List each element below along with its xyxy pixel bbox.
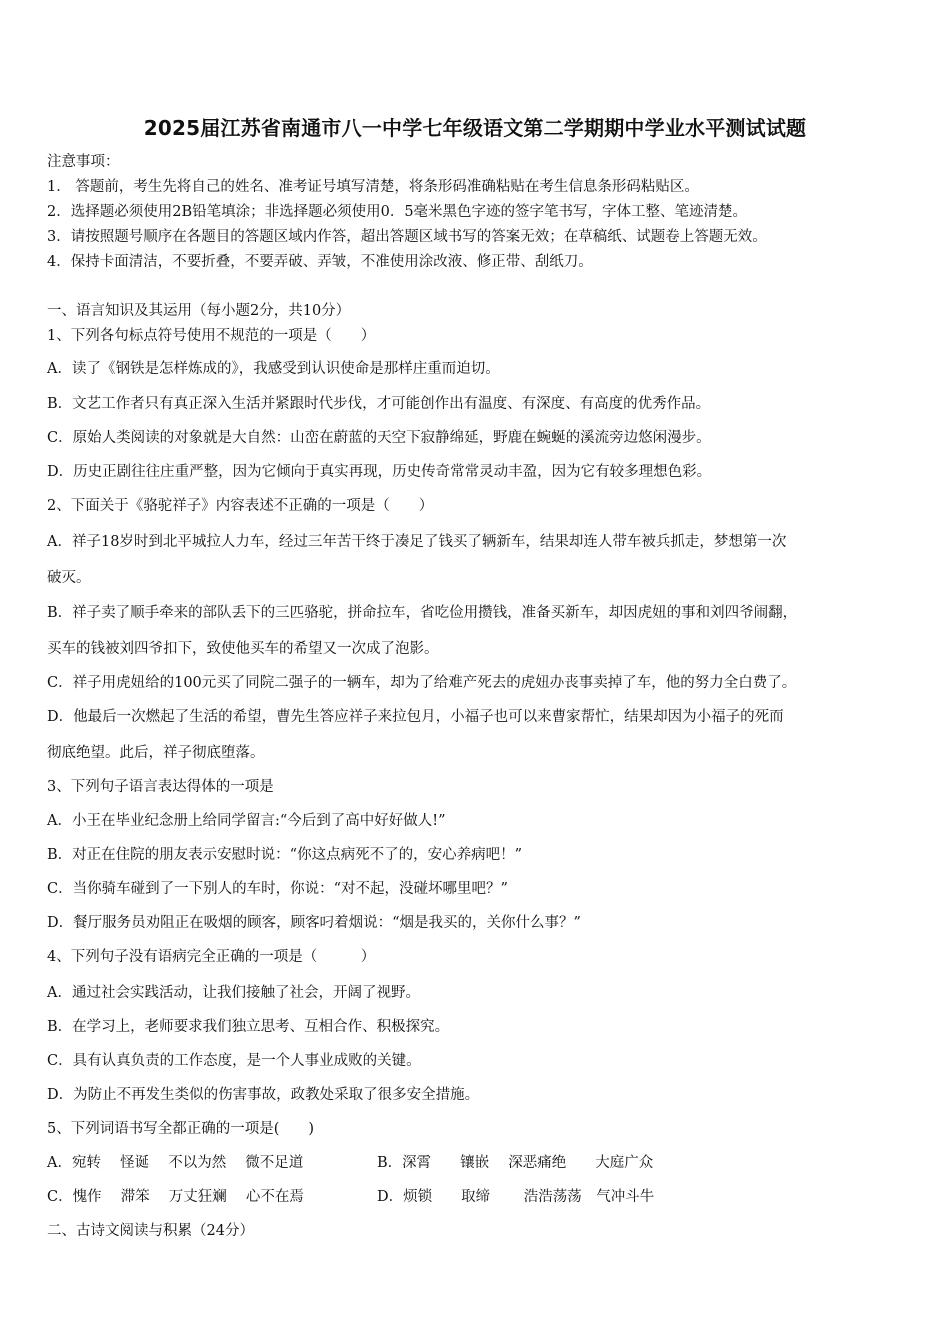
question-2-option-a-line-1: A．祥子18岁时到北平城拉人力车，经过三年苦干终于凑足了钱买了辆新车，结果却连人带车被兵抓走，梦想第一次 — [47, 534, 787, 550]
question-3-option-d: D．餐厅服务员劝阻正在吸烟的顾客，顾客叼着烟说：“烟是我买的，关你什么事？” — [47, 915, 581, 931]
notice-item-4: 4．保持卡面清洁，不要折叠，不要弄破、弄皱，不准使用涂改液、修正带、刮纸刀。 — [47, 254, 593, 270]
question-2-option-a-line-2: 破灭。 — [47, 570, 91, 586]
question-1-option-a: A．读了《钢铁是怎样炼成的》，我感受到认识使命是那样庄重而迫切。 — [47, 361, 500, 377]
question-3-option-b: B．对正在住院的朋友表示安慰时说：“你这点病死不了的，安心养病吧！” — [47, 847, 522, 863]
question-1-option-b: B．文艺工作者只有真正深入生活并紧跟时代步伐，才可能创作出有温度、有深度、有高度的优秀作品。 — [47, 396, 711, 412]
notice-item-3: 3．请按照题号顺序在各题目的答题区域内作答，超出答题区域书写的答案无效；在草稿纸、试题卷上答题无效。 — [47, 229, 767, 245]
question-2-option-b-line-1: B．祥子卖了顺手牵来的部队丢下的三匹骆驼，拼命拉车，省吃俭用攒钱，准备买新车，却因虎妞的事和刘四爷闹翻， — [47, 605, 798, 621]
question-4-stem: 4、下列句子没有语病完全正确的一项是（ ） — [47, 949, 376, 965]
question-5-option-b: B．深霄 镶嵌 深恶痛绝 大庭广众 — [377, 1155, 654, 1171]
question-3-option-c: C．当你骑车碰到了一下别人的车时，你说：“对不起，没碰坏哪里吧？” — [47, 881, 508, 897]
question-1-stem: 1、下列各句标点符号使用不规范的一项是（ ） — [47, 328, 376, 344]
question-3-option-a: A．小王在毕业纪念册上给同学留言:“今后到了高中好好做人!” — [47, 813, 446, 829]
question-2-option-c: C．祥子用虎妞给的100元买了同院二强子的一辆车，却为了给难产死去的虎妞办丧事卖掉了车，他的努力全白费了。 — [47, 675, 797, 691]
section-heading-2: 二、古诗文阅读与积累（24分） — [47, 1223, 254, 1239]
question-2-stem: 2、下面关于《骆驼祥子》内容表述不正确的一项是（ ） — [47, 498, 434, 514]
question-4-option-a: A．通过社会实践活动，让我们接触了社会，开阔了视野。 — [47, 985, 420, 1001]
question-2-option-d-line-1: D．他最后一次燃起了生活的希望，曹先生答应祥子来拉包月，小福子也可以来曹家帮忙，结果却因为小福子的死而 — [47, 709, 784, 725]
question-2-option-d-line-2: 彻底绝望。此后，祥子彻底堕落。 — [47, 745, 265, 761]
question-4-option-c: C．具有认真负责的工作态度，是一个人事业成败的关键。 — [47, 1053, 421, 1069]
page-title: 2025届江苏省南通市八一中学七年级语文第二学期期中学业水平测试试题 — [143, 116, 807, 140]
question-5-option-a: A．宛转 怪诞 不以为然 微不足道 — [47, 1155, 304, 1171]
notice-heading: 注意事项： — [47, 154, 120, 170]
notice-item-1: 1． 答题前，考生先将自己的姓名、准考证号填写清楚，将条形码准确粘贴在考生信息条形码粘贴区。 — [47, 179, 699, 195]
question-5-option-c: C．愧作 滞笨 万丈狂斓 心不在焉 — [47, 1189, 304, 1205]
question-5-option-d: D．烦锁 取缔 浩浩荡荡 气冲斗牛 — [377, 1189, 655, 1205]
question-1-option-c: C．原始人类阅读的对象就是大自然：山峦在蔚蓝的天空下寂静绵延，野鹿在蜿蜒的溪流旁边悠闲漫步。 — [47, 430, 711, 446]
question-4-option-b: B．在学习上，老师要求我们独立思考、互相合作、积极探究。 — [47, 1019, 450, 1035]
question-1-option-d: D．历史正剧往往庄重严整，因为它倾向于真实再现，历史传奇常常灵动丰盈，因为它有较多理想色彩。 — [47, 464, 712, 480]
question-5-stem: 5、下列词语书写全都正确的一项是( ) — [47, 1121, 315, 1137]
question-3-stem: 3、下列句子语言表达得体的一项是 — [47, 779, 274, 795]
question-4-option-d: D．为防止不再发生类似的伤害事故，政教处采取了很多安全措施。 — [47, 1087, 480, 1103]
section-heading-1: 一、语言知识及其运用（每小题2分，共10分） — [47, 303, 351, 319]
question-2-option-b-line-2: 买车的钱被刘四爷扣下，致使他买车的希望又一次成了泡影。 — [47, 641, 439, 657]
notice-item-2: 2．选择题必须使用2B铅笔填涂；非选择题必须使用0．5毫米黑色字迹的签字笔书写，字体工整、笔迹清楚。 — [47, 204, 748, 220]
